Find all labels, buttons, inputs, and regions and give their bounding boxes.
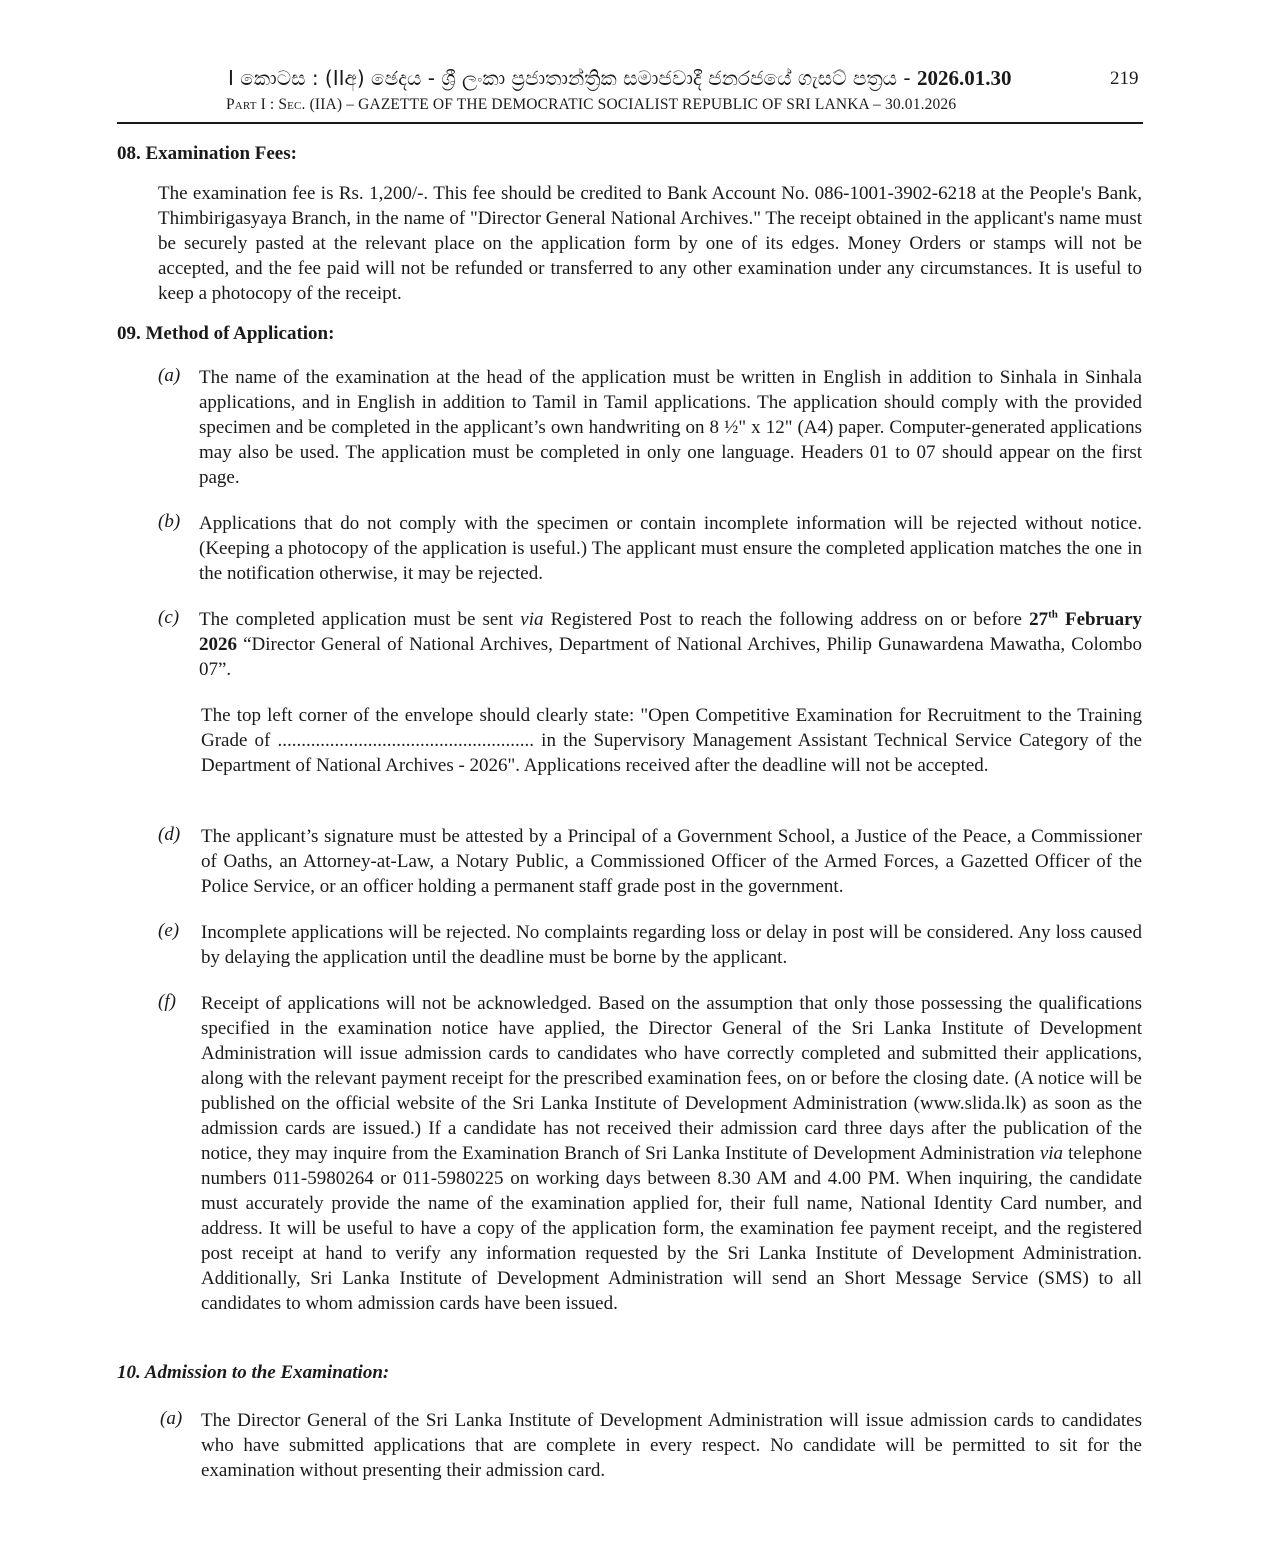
item-09e-text: Incomplete applications will be rejected. No complaints regarding loss or delay in post will be considered. Any loss caused by delaying the application until the deadline must be borne by the applicant.	[201, 922, 1142, 968]
header-divider	[117, 122, 1143, 124]
sinhala-part-text: I කොටස : (IIඅ) ඡෙදය - ශ්‍රී ලංකා ප්‍රජාතාන්ත්‍රික සමාජවාදී ජනරජයේ ගැසට් පත්‍රය -	[228, 66, 917, 90]
item-09c-address: “Director General of National Archives, Department of National Archives, Philip Gunawardena Mawatha, Colombo 07”.	[199, 634, 1142, 680]
item-09b-text: Applications that do not comply with the specimen or contain incomplete information will be rejected without notice. (Keeping a photocopy of the application is useful.) The applicant must ensure the completed application matches the one in the notification otherwise, it may be rejected.	[199, 513, 1142, 584]
english-running-header	[226, 96, 1026, 114]
section-09-title: 09. Method of Application:	[117, 323, 335, 344]
item-09f-text-part2: telephone numbers 011-5980264 or 011-5980225 on working days between 8.30 AM and 4.00 PM. When inquiring, the candidate must accurately provide the name of the examination applied for, their full name, National Identity Card number, and address. It will be useful to have a copy of the application form, the examination fee payment receipt, and the registered post receipt at hand to verify any information requested by the Sri Lanka Institute of Development Administration. Additionally, Sri Lanka Institute of Development Administration will send an Short Message Service (SMS) to all candidates to whom admission cards have been issued.	[201, 1143, 1142, 1314]
item-10a-text: The Director General of the Sri Lanka Institute of Development Administration will issue admission cards to candidates who have submitted applications that are complete in every respect. No candidate will be permitted to sit for the examination without presenting their admission card.	[201, 1410, 1142, 1481]
deadline-month-year: February 2026	[199, 609, 1142, 655]
item-09e-label: (e)	[158, 920, 180, 941]
deadline-day: 27	[1029, 609, 1049, 630]
deadline-day-suffix: th	[1048, 608, 1058, 621]
item-09f-text-part1: Receipt of applications will not be acknowledged. Based on the assumption that only those possessing the qualifications specified in the examination notice have applied, the Director General of the Sri Lanka Institute of Development Administration will issue admission cards to candidates who have correctly completed and submitted their applications, along with the relevant payment receipt for the prescribed examination fees, on or before the closing date. (A notice will be published on the official website of the Sri Lanka Institute of Development Administration (www.slida.lk) as soon as the admission cards are issued.) If a candidate has not received their admission card three days after the publication of the notice, they may inquire from the Examination Branch of Sri Lanka Institute of Development Administration	[201, 993, 1142, 1164]
section-08-title: 08. Examination Fees:	[117, 143, 297, 164]
item-09c-label: (c)	[158, 607, 180, 628]
section-08-body: The examination fee is Rs. 1,200/-. This fee should be credited to Bank Account No. 086-1001-3902-6218 at the People's Bank, Thimbirigasyaya Branch, in the name of "Director General National Archives." The receipt obtained in the applicant's name must be securely pasted at the relevant place on the application form by one of its edges. Money Orders or stamps will not be accepted, and the fee paid will not be refunded or transferred to any other examination under any circumstances. It is useful to keep a photocopy of the receipt.	[158, 183, 1142, 304]
item-10a-label: (a)	[160, 1408, 183, 1429]
item-09a-label: (a)	[158, 365, 181, 386]
item-09c-text	[199, 607, 1142, 682]
item-09f-label: (f)	[158, 991, 176, 1012]
section-10-title: 10. Admission to the Examination:	[117, 1362, 390, 1383]
sinhala-header-date: 2026.01.30	[917, 66, 1012, 90]
sinhala-running-header	[228, 66, 1028, 91]
page-number: 219	[1110, 68, 1139, 89]
english-part-label: Part I : Sec.	[226, 96, 306, 113]
item-09f-via: via	[1039, 1143, 1064, 1164]
item-09c-text-part1: The completed application must be sent	[199, 609, 521, 630]
english-header-title: (IIA) – GAZETTE OF THE DEMOCRATIC SOCIALIST REPUBLIC OF SRI LANKA – 30.01.2026	[305, 96, 957, 113]
item-09d-text: The applicant’s signature must be attested by a Principal of a Government School, a Justice of the Peace, a Commissioner of Oaths, an Attorney-at-Law, a Notary Public, a Commissioned Officer of the Armed Forces, a Gazetted Officer of the Police Service, or an officer holding a permanent staff grade post in the government.	[201, 826, 1142, 897]
item-09d-label: (d)	[158, 824, 181, 845]
item-09c-envelope-note: The top left corner of the envelope should clearly state: "Open Competitive Examination for Recruitment to the Training Grade of ...................................................... in the Supervisory Management Assistant Technical Service Category of the Department of National Archives - 2026". Applications received after the deadline will not be accepted.	[201, 705, 1142, 776]
item-09c-via: via	[520, 609, 544, 630]
item-09c-text-part2: Registered Post to reach the following address on or before	[543, 609, 1030, 630]
item-09a-text: The name of the examination at the head of the application must be written in English in addition to Sinhala in Sinhala applications, and in English in addition to Tamil in Tamil applications. The application should comply with the provided specimen and be completed in the applicant’s own handwriting on 8 ½" x 12" (A4) paper. Computer-generated applications may also be used. The application must be completed in only one language. Headers 01 to 07 should appear on the first page.	[199, 367, 1142, 488]
item-09f-text	[201, 991, 1142, 1316]
item-09b-label: (b)	[158, 511, 181, 532]
